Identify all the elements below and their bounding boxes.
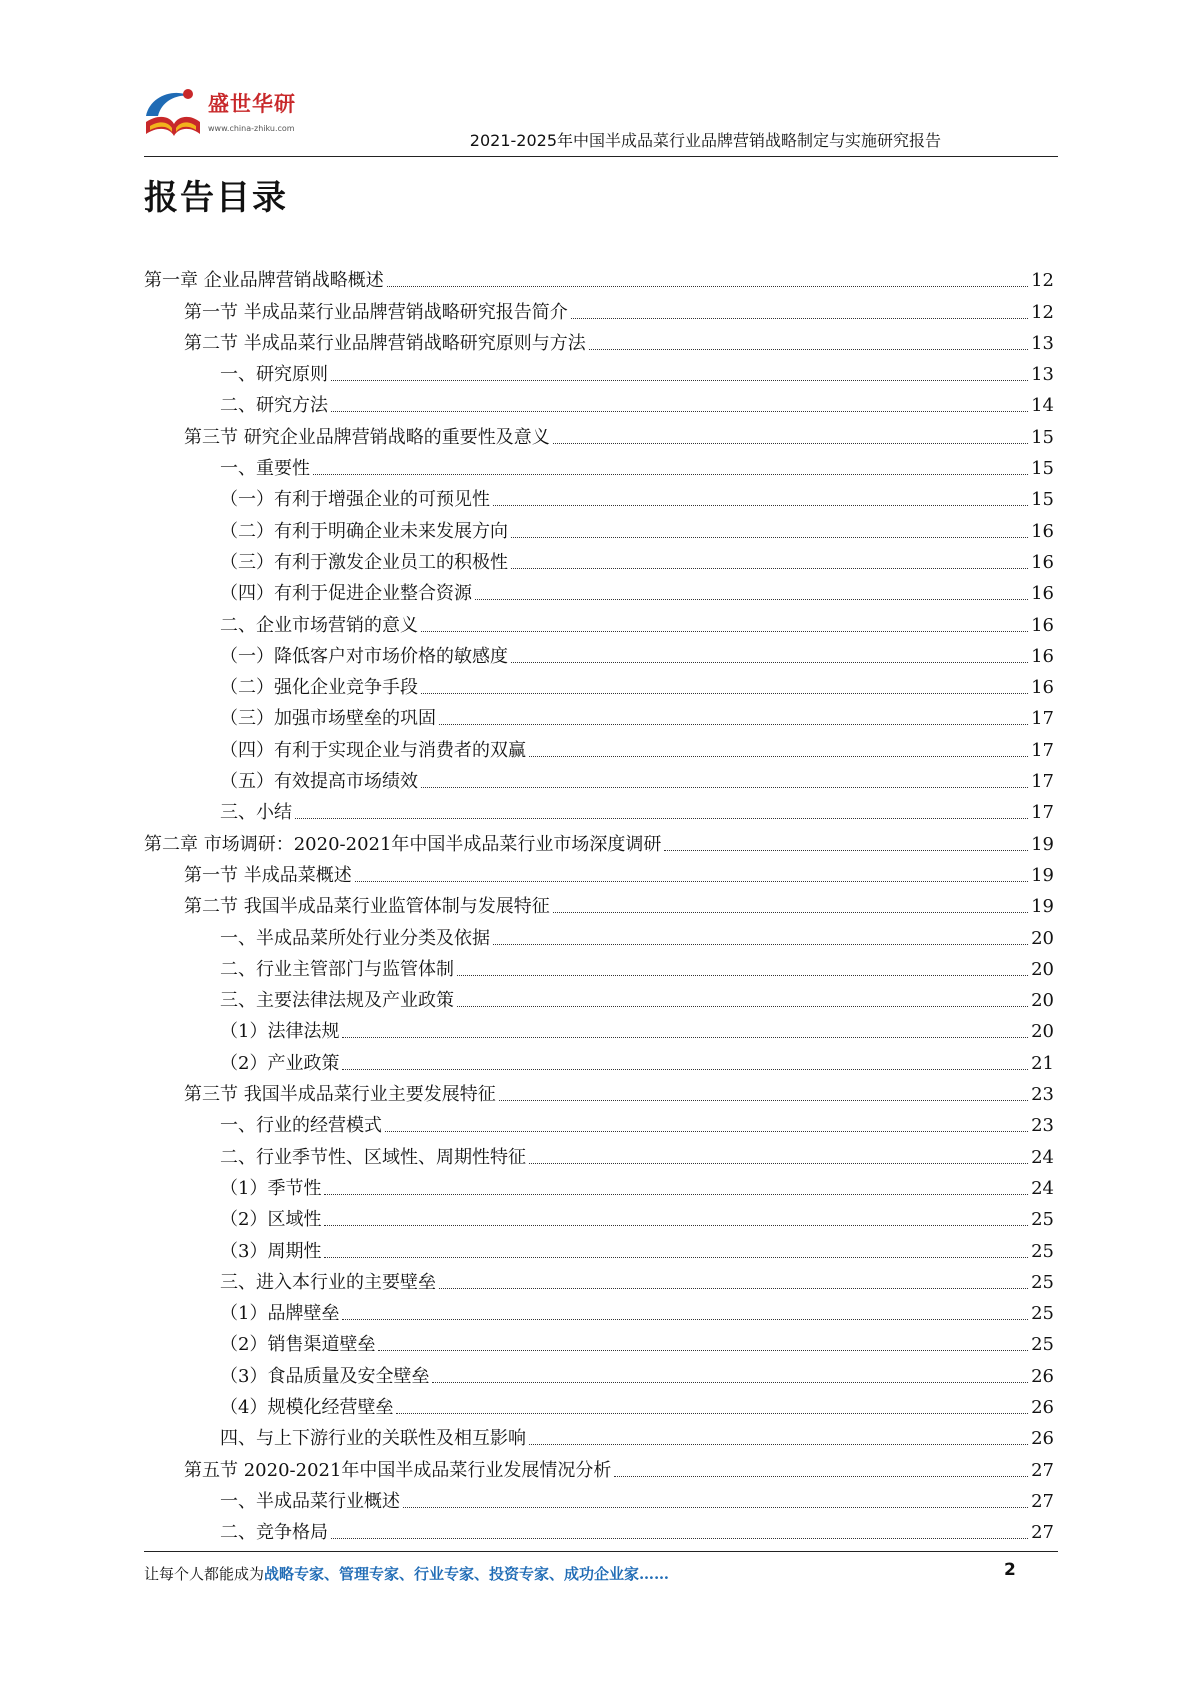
toc-entry-page: 16	[1031, 645, 1054, 667]
toc-entry[interactable]	[144, 1231, 1054, 1262]
toc-dot-leader	[511, 662, 1028, 663]
toc-dot-leader	[331, 380, 1028, 381]
toc-dot-leader	[421, 631, 1028, 632]
toc-entry-title: （1）法律法规	[220, 1021, 340, 1043]
toc-entry[interactable]	[144, 1075, 1054, 1106]
footer-slogan-highlight: 战略专家、管理专家、行业专家、投资专家、成功企业家……	[264, 1565, 670, 1583]
toc-entry-title: （4）规模化经营壁垒	[220, 1396, 394, 1418]
toc-dot-leader	[571, 318, 1028, 319]
toc-entry[interactable]	[144, 1450, 1054, 1481]
toc-entry-page: 27	[1031, 1522, 1054, 1544]
toc-dot-leader	[331, 1538, 1028, 1539]
toc-entry[interactable]	[144, 824, 1054, 855]
table-of-contents	[144, 261, 1054, 1544]
toc-entry[interactable]	[144, 261, 1054, 292]
toc-entry-title: 第三节 研究企业品牌营销战略的重要性及意义	[184, 426, 550, 448]
toc-entry-page: 27	[1031, 1459, 1054, 1481]
toc-entry-page: 12	[1031, 301, 1054, 323]
logo-name: 盛世华研	[208, 92, 296, 116]
toc-entry-page: 17	[1031, 708, 1054, 730]
toc-entry-page: 20	[1031, 927, 1054, 949]
toc-dot-leader	[493, 944, 1028, 945]
toc-entry[interactable]	[144, 324, 1054, 355]
company-logo	[140, 82, 320, 148]
toc-entry-page: 21	[1031, 1052, 1054, 1074]
toc-entry-title: 二、行业主管部门与监管体制	[220, 958, 454, 980]
toc-entry[interactable]	[144, 1356, 1054, 1387]
footer-slogan	[144, 1563, 669, 1584]
toc-entry-page: 25	[1031, 1240, 1054, 1262]
report-header-title: 2021-2025年中国半成品菜行业品牌营销战略制定与实施研究报告	[469, 131, 941, 150]
toc-dot-leader	[295, 818, 1028, 819]
toc-entry[interactable]	[144, 1137, 1054, 1168]
toc-entry-title: 第二节 半成品菜行业品牌营销战略研究原则与方法	[184, 332, 586, 354]
toc-dot-leader	[324, 1194, 1028, 1195]
toc-dot-leader	[396, 1413, 1028, 1414]
toc-dot-leader	[529, 1163, 1028, 1164]
toc-entry-page: 25	[1031, 1303, 1054, 1325]
toc-dot-leader	[342, 1069, 1028, 1070]
toc-entry[interactable]	[144, 887, 1054, 918]
toc-entry[interactable]	[144, 730, 1054, 761]
toc-entry-title: （3）周期性	[220, 1240, 322, 1262]
toc-entry-title: （二）强化企业竞争手段	[220, 677, 418, 699]
toc-entry-page: 16	[1031, 614, 1054, 636]
toc-entry-page: 19	[1031, 896, 1054, 918]
toc-entry-title: （四）有利于实现企业与消费者的双赢	[220, 739, 526, 761]
toc-entry[interactable]	[144, 543, 1054, 574]
toc-entry[interactable]	[144, 480, 1054, 511]
toc-entry-page: 17	[1031, 802, 1054, 824]
toc-entry-title: （五）有效提高市场绩效	[220, 771, 418, 793]
toc-dot-leader	[589, 349, 1028, 350]
toc-dot-leader	[324, 1257, 1028, 1258]
toc-entry[interactable]	[144, 762, 1054, 793]
toc-entry-page: 16	[1031, 677, 1054, 699]
toc-entry-title: 三、小结	[220, 802, 292, 824]
toc-entry-page: 27	[1031, 1490, 1054, 1512]
toc-entry[interactable]	[144, 386, 1054, 417]
toc-entry-page: 13	[1031, 332, 1054, 354]
toc-entry-title: （一）降低客户对市场价格的敏感度	[220, 645, 508, 667]
toc-dot-leader	[342, 1319, 1028, 1320]
toc-entry-page: 26	[1031, 1365, 1054, 1387]
toc-dot-leader	[387, 286, 1028, 287]
toc-entry-title: （2）区域性	[220, 1209, 322, 1231]
toc-entry-title: （1）品牌壁垒	[220, 1303, 340, 1325]
toc-entry-title: （二）有利于明确企业未来发展方向	[220, 520, 508, 542]
toc-entry[interactable]	[144, 950, 1054, 981]
toc-entry[interactable]	[144, 1419, 1054, 1450]
toc-entry[interactable]	[144, 637, 1054, 668]
toc-dot-leader	[421, 693, 1028, 694]
toc-dot-leader	[331, 411, 1028, 412]
toc-dot-leader	[439, 724, 1028, 725]
toc-entry-page: 25	[1031, 1209, 1054, 1231]
toc-entry-page: 17	[1031, 771, 1054, 793]
toc-entry[interactable]	[144, 1325, 1054, 1356]
toc-dot-leader	[614, 1476, 1028, 1477]
toc-entry[interactable]	[144, 574, 1054, 605]
toc-entry-page: 16	[1031, 583, 1054, 605]
toc-entry-title: 三、主要法律法规及产业政策	[220, 990, 454, 1012]
toc-dot-leader	[529, 1444, 1028, 1445]
toc-entry[interactable]	[144, 699, 1054, 730]
toc-entry-title: （四）有利于促进企业整合资源	[220, 583, 472, 605]
toc-entry[interactable]	[144, 981, 1054, 1012]
toc-entry-page: 12	[1031, 270, 1054, 292]
toc-entry-page: 26	[1031, 1428, 1054, 1450]
toc-dot-leader	[511, 537, 1028, 538]
toc-entry-title: （1）季节性	[220, 1177, 322, 1199]
footer-divider	[144, 1551, 1058, 1552]
toc-entry-title: 一、半成品菜所处行业分类及依据	[220, 927, 490, 949]
toc-entry[interactable]	[144, 449, 1054, 480]
toc-entry-page: 16	[1031, 520, 1054, 542]
page-number: 2	[1004, 1560, 1016, 1580]
toc-dot-leader	[313, 474, 1028, 475]
toc-entry-page: 23	[1031, 1084, 1054, 1106]
toc-entry-title: （2）产业政策	[220, 1052, 340, 1074]
toc-dot-leader	[499, 1100, 1028, 1101]
header-divider	[144, 156, 1058, 157]
toc-entry-page: 19	[1031, 864, 1054, 886]
toc-entry-page: 24	[1031, 1177, 1054, 1199]
toc-dot-leader	[664, 850, 1028, 851]
toc-entry-title: （2）销售渠道壁垒	[220, 1334, 376, 1356]
toc-entry-title: 第一节 半成品菜行业品牌营销战略研究报告简介	[184, 301, 568, 323]
toc-dot-leader	[342, 1037, 1028, 1038]
toc-dot-leader	[493, 505, 1028, 506]
toc-entry[interactable]	[144, 1482, 1054, 1513]
toc-entry-title: （三）有利于激发企业员工的积极性	[220, 551, 508, 573]
toc-entry-page: 20	[1031, 990, 1054, 1012]
toc-entry-title: 第一章 企业品牌营销战略概述	[144, 270, 384, 292]
toc-dot-leader	[475, 599, 1028, 600]
toc-entry-title: 一、研究原则	[220, 364, 328, 386]
toc-entry-title: 二、行业季节性、区域性、周期性特征	[220, 1146, 526, 1168]
toc-entry[interactable]	[144, 1043, 1054, 1074]
toc-entry[interactable]	[144, 1200, 1054, 1231]
toc-entry[interactable]	[144, 511, 1054, 542]
toc-entry-page: 15	[1031, 489, 1054, 511]
toc-entry-page: 15	[1031, 426, 1054, 448]
toc-dot-leader	[324, 1225, 1028, 1226]
logo-url: www.china-zhiku.com	[208, 124, 295, 133]
toc-entry-page: 25	[1031, 1334, 1054, 1356]
toc-entry[interactable]	[144, 1388, 1054, 1419]
toc-entry[interactable]	[144, 355, 1054, 386]
page-title: 报告目录	[144, 178, 288, 218]
toc-entry-title: 第二章 市场调研：2020-2021年中国半成品菜行业市场深度调研	[144, 833, 662, 855]
toc-entry-title: 第三节 我国半成品菜行业主要发展特征	[184, 1084, 496, 1106]
toc-entry-title: （3）食品质量及安全壁垒	[220, 1365, 430, 1387]
toc-entry-title: 二、企业市场营销的意义	[220, 614, 418, 636]
toc-entry[interactable]	[144, 1012, 1054, 1043]
toc-entry[interactable]	[144, 856, 1054, 887]
toc-entry[interactable]	[144, 793, 1054, 824]
toc-entry-page: 20	[1031, 1021, 1054, 1043]
toc-dot-leader	[355, 881, 1028, 882]
toc-entry-title: 一、重要性	[220, 458, 310, 480]
toc-entry[interactable]	[144, 1294, 1054, 1325]
toc-entry-title: 三、进入本行业的主要壁垒	[220, 1271, 436, 1293]
toc-entry-title: （三）加强市场壁垒的巩固	[220, 708, 436, 730]
toc-entry-page: 20	[1031, 958, 1054, 980]
toc-entry[interactable]	[144, 1263, 1054, 1294]
toc-entry-page: 15	[1031, 458, 1054, 480]
toc-dot-leader	[421, 787, 1028, 788]
toc-dot-leader	[553, 443, 1028, 444]
toc-entry-page: 14	[1031, 395, 1054, 417]
toc-entry-page: 19	[1031, 833, 1054, 855]
toc-dot-leader	[439, 1288, 1028, 1289]
toc-dot-leader	[511, 568, 1028, 569]
toc-entry-title: 一、行业的经营模式	[220, 1115, 382, 1137]
toc-entry[interactable]	[144, 918, 1054, 949]
toc-entry-page: 16	[1031, 551, 1054, 573]
toc-dot-leader	[385, 1131, 1028, 1132]
toc-entry-title: 二、研究方法	[220, 395, 328, 417]
toc-entry[interactable]	[144, 668, 1054, 699]
toc-entry-page: 26	[1031, 1396, 1054, 1418]
toc-entry-title: 四、与上下游行业的关联性及相互影响	[220, 1428, 526, 1450]
toc-entry-page: 25	[1031, 1271, 1054, 1293]
toc-entry-page: 17	[1031, 739, 1054, 761]
toc-entry-title: 一、半成品菜行业概述	[220, 1490, 400, 1512]
toc-dot-leader	[553, 912, 1028, 913]
toc-dot-leader	[457, 975, 1028, 976]
toc-dot-leader	[529, 756, 1028, 757]
toc-entry[interactable]	[144, 1169, 1054, 1200]
toc-entry[interactable]	[144, 1106, 1054, 1137]
toc-entry-title: 第二节 我国半成品菜行业监管体制与发展特征	[184, 896, 550, 918]
toc-entry[interactable]	[144, 1513, 1054, 1544]
toc-entry-page: 23	[1031, 1115, 1054, 1137]
toc-dot-leader	[378, 1350, 1028, 1351]
toc-entry[interactable]	[144, 605, 1054, 636]
toc-entry[interactable]	[144, 417, 1054, 448]
toc-entry-title: 第一节 半成品菜概述	[184, 864, 352, 886]
footer-slogan-prefix: 让每个人都能成为	[144, 1565, 265, 1583]
toc-dot-leader	[403, 1507, 1028, 1508]
toc-dot-leader	[457, 1006, 1028, 1007]
toc-entry-title: 二、竞争格局	[220, 1522, 328, 1544]
toc-entry-page: 13	[1031, 364, 1054, 386]
toc-entry[interactable]	[144, 292, 1054, 323]
toc-dot-leader	[432, 1382, 1028, 1383]
toc-entry-title: （一）有利于增强企业的可预见性	[220, 489, 490, 511]
toc-entry-title: 第五节 2020-2021年中国半成品菜行业发展情况分析	[184, 1459, 612, 1481]
logo-book-icon	[140, 82, 204, 146]
toc-entry-page: 24	[1031, 1146, 1054, 1168]
